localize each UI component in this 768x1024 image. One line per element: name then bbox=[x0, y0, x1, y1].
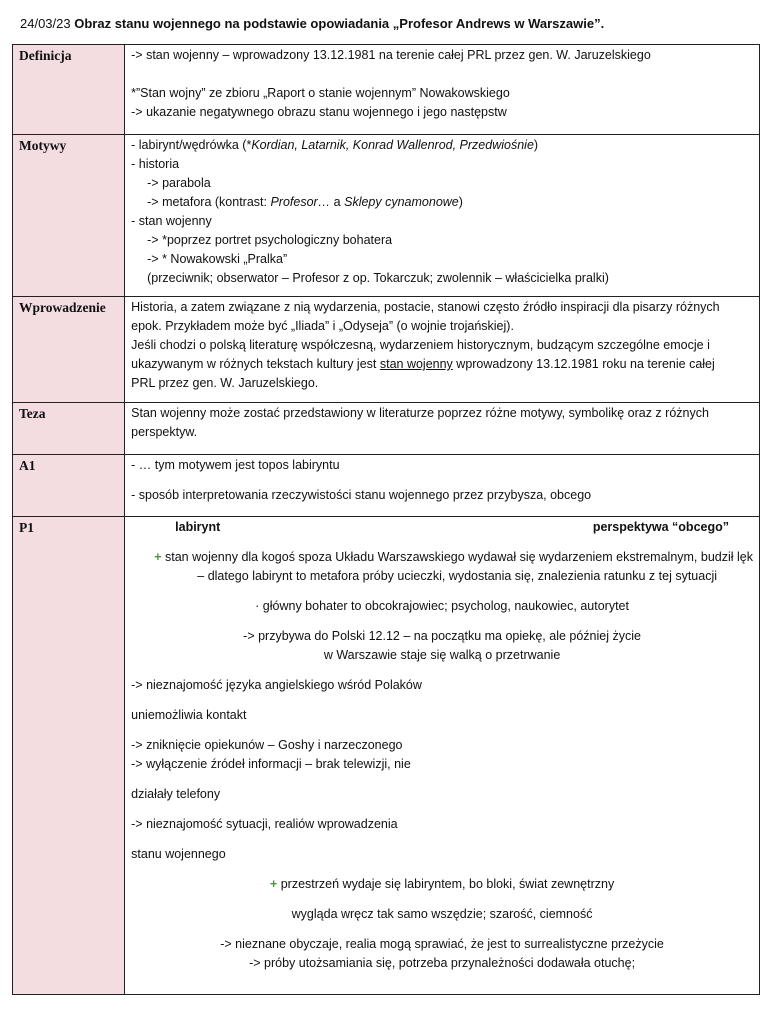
text-line: -> *poprzez portret psychologiczny bohatera bbox=[147, 233, 393, 247]
text-line: uniemożliwia kontakt bbox=[131, 708, 247, 722]
text-line: wygląda wręcz tak samo wszędzie; szarość, ciemność bbox=[291, 907, 593, 921]
row-teza bbox=[13, 403, 760, 455]
row-definicja bbox=[13, 45, 760, 135]
text-line: Historia, a zatem związane z nią wydarzenia, postacie, stanowi często źródło inspiracji dla pisarzy różnych bbox=[131, 300, 720, 314]
plus-marker: + bbox=[154, 550, 162, 564]
row-a1 bbox=[13, 455, 760, 517]
row-content bbox=[125, 517, 760, 995]
text-line: perspektyw. bbox=[131, 425, 198, 439]
text-line: -> wyłączenie źródeł informacji – brak telewizji, nie bbox=[131, 757, 411, 771]
text-line: - labirynt/wędrówka (*Kordian, Latarnik, Konrad Wallenrod, Przedwiośnie) bbox=[131, 138, 539, 152]
text-line: – dlatego labirynt to metafora próby ucieczki, wydostania się, znalezienia ratunku z tej sytuacji bbox=[197, 569, 717, 583]
row-label: Motywy bbox=[13, 135, 125, 297]
column-headers bbox=[131, 518, 753, 537]
row-content bbox=[125, 455, 760, 517]
row-label: Definicja bbox=[13, 45, 125, 135]
text-line: -> parabola bbox=[147, 176, 211, 190]
text-line: + stan wojenny dla kogoś spoza Układu Warszawskiego wydawał się wydarzeniem ekstremalnym, budził lęk bbox=[154, 550, 753, 564]
row-content bbox=[125, 45, 760, 135]
plus-marker: + bbox=[269, 877, 278, 891]
column-header-right: perspektywa “obcego” bbox=[592, 520, 729, 534]
text-line: *”Stan wojny” ze zbioru „Raport o stanie wojennym” Nowakowskiego bbox=[131, 86, 510, 100]
underlined-term: stan wojenny bbox=[379, 357, 453, 371]
notes-table bbox=[12, 44, 760, 995]
text-line: -> stan wojenny – wprowadzony 13.12.1981 na terenie całej PRL przez gen. W. Jaruzelskiego bbox=[131, 48, 651, 62]
text-line: Jeśli chodzi o polską literaturę współczesną, wydarzeniem historycznym, budzącym szczególne emocje i bbox=[131, 338, 710, 352]
heading-title: Obraz stanu wojennego na podstawie opowiadania „Profesor Andrews w Warszawie”. bbox=[74, 16, 605, 31]
row-label: Teza bbox=[13, 403, 125, 455]
text-line: - … tym motywem jest topos labiryntu bbox=[131, 458, 340, 472]
page-heading bbox=[20, 14, 604, 33]
text-line: - stan wojenny bbox=[131, 214, 212, 228]
text-line: ukazywanym w różnych tekstach kultury jest stan wojenny wprowadzony 13.12.1981 roku na terenie całej bbox=[131, 357, 715, 371]
text-line: -> nieznane obyczaje, realia mogą sprawiać, że jest to surrealistyczne przeżycie bbox=[220, 937, 664, 951]
text-line: PRL przez gen. W. Jaruzelskiego. bbox=[131, 376, 319, 390]
text-line: w Warszawie staje się walką o przetrwanie bbox=[323, 648, 561, 662]
text-line: -> nieznajomość sytuacji, realiów wprowadzenia bbox=[131, 817, 398, 831]
text-line: -> metafora (kontrast: Profesor… a Sklepy cynamonowe) bbox=[147, 195, 463, 209]
text-line: -> próby utożsamiania się, potrzeba przynależności dodawała otuchę; bbox=[249, 956, 636, 970]
text-line: - historia bbox=[131, 157, 180, 171]
text-line: - sposób interpretowania rzeczywistości stanu wojennego przez przybysza, obcego bbox=[131, 488, 592, 502]
row-label: Wprowadzenie bbox=[13, 297, 125, 403]
text-line: epok. Przykładem może być „Iliada” i „Odyseja” (o wojnie trojańskiej). bbox=[131, 319, 514, 333]
column-header-left: labirynt bbox=[175, 520, 221, 534]
row-content bbox=[125, 403, 760, 455]
row-content bbox=[125, 135, 760, 297]
row-wprowadzenie bbox=[13, 297, 760, 403]
row-motywy bbox=[13, 135, 760, 297]
text-line: (przeciwnik; obserwator – Profesor z op. Tokarczuk; zwolennik – właścicielka pralki) bbox=[147, 271, 609, 285]
text-line: + przestrzeń wydaje się labiryntem, bo bloki, świat zewnętrzny bbox=[269, 877, 615, 891]
heading-date: 24/03/23 bbox=[20, 16, 71, 31]
text-line: -> * Nowakowski „Pralka” bbox=[147, 252, 288, 266]
text-line: -> przybywa do Polski 12.12 – na początku ma opiekę, ale później życie bbox=[243, 629, 641, 643]
row-p1 bbox=[13, 517, 760, 995]
row-label: A1 bbox=[13, 455, 125, 517]
text-line: -> ukazanie negatywnego obrazu stanu wojennego i jego następstw bbox=[131, 105, 507, 119]
italic-titles: Kordian, Latarnik, Konrad Wallenrod, Przedwiośnie bbox=[251, 138, 534, 152]
text-line: stanu wojennego bbox=[131, 847, 226, 861]
text-line: działały telefony bbox=[131, 787, 221, 801]
text-line: Stan wojenny może zostać przedstawiony w literaturze poprzez różne motywy, symbolikę oraz z różnych bbox=[131, 406, 709, 420]
row-label: P1 bbox=[13, 517, 125, 995]
text-line: · główny bohater to obcokrajowiec; psycholog, naukowiec, autorytet bbox=[255, 599, 629, 613]
text-line: -> zniknięcie opiekunów – Goshy i narzeczonego bbox=[131, 738, 403, 752]
text-line: -> nieznajomość języka angielskiego wśród Polaków bbox=[131, 678, 422, 692]
row-content bbox=[125, 297, 760, 403]
